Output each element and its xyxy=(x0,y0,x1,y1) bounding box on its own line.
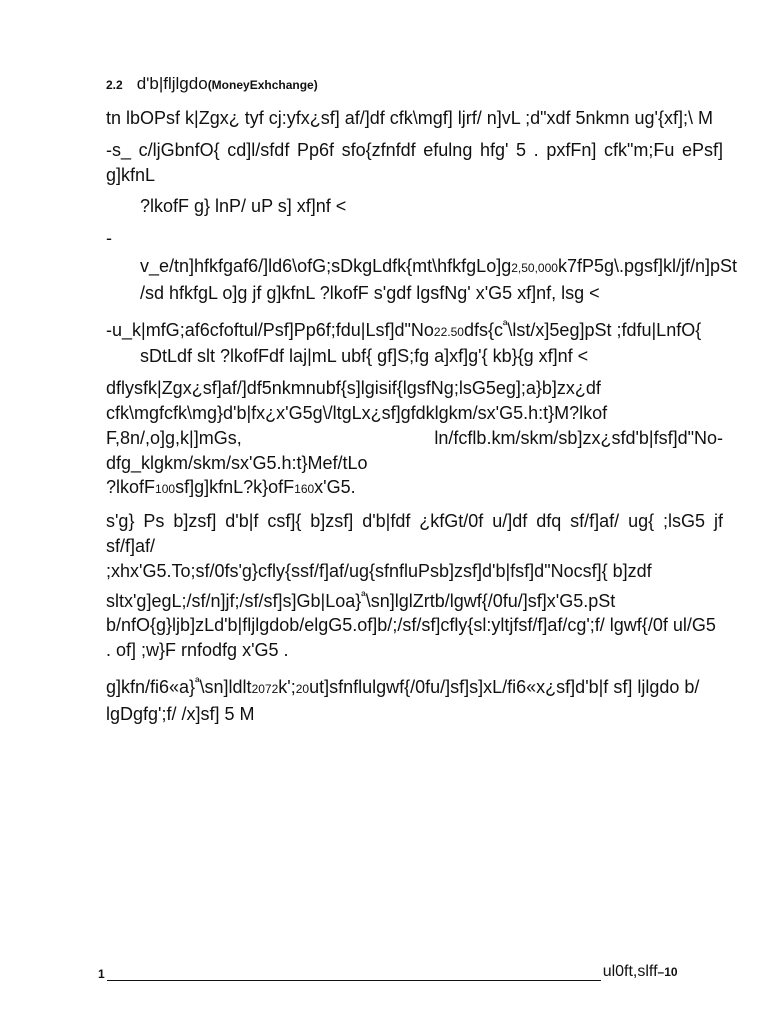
question-c xyxy=(106,313,723,370)
dash-marker: - xyxy=(106,228,112,249)
question-c-text-2: dfs{c xyxy=(463,319,503,340)
explanation-amount-2: 160 xyxy=(294,482,315,497)
question-b-text-2: k7fP5g\.pgsf]kl/jf/n]pSt /sd hfkfgL o]g jf g]kfnL ?lkofF s'gdf lgsfNg' x'G5 xf]nf, lsg < xyxy=(140,255,738,303)
section-title-english: (MoneyExhchange) xyxy=(207,78,318,92)
section-number: 2.2 xyxy=(106,78,123,92)
question-a-text: -s_ c/ljGbnfO{ cd]l/sfdf Pp6f sfo{zfnfdf efulng hfg' 5 . pxfFn] cfk"m;Fu ePsf] g]kfnL xyxy=(106,139,723,185)
rate-intro-text-3: k'; xyxy=(278,676,296,697)
exchange-rate-text-1: s'g} Ps b]zsf] d'b|f csf]{ b]zsf] d'b|fdf ¿kfGt/0f u/]df dfq sf/f]af/ ug{ ;lsG5 jf sf/f]af/ xyxy=(106,511,723,556)
footer-code-text: ul0ft,slff xyxy=(602,963,658,980)
explanation-text-5: x'G5. xyxy=(314,477,356,498)
exchange-rate-line-3 xyxy=(106,584,723,663)
footer-code xyxy=(603,963,678,981)
question-c-text-1: -u_k|mfG;af6cfoftul/Psf]Pp6f;fdu|Lsf]d"No xyxy=(106,319,434,340)
section-title: d'b|fljlgdo xyxy=(136,74,208,93)
question-c-amount: 22.50 xyxy=(433,324,464,339)
exchange-rate-line-2: ;xhx'G5.To;sf/0fs'g}cfly{ssf/f]af/ug{sfnfluPsb]zsf]d'b|fsf]d"Nocsf]{ b]zdf xyxy=(106,560,652,581)
question-a-continued: ?lkofF g} lnP/ uP s] xf]nf < xyxy=(140,196,347,217)
rate-intro-text-1: g]kfn/fi6«a} xyxy=(106,676,196,697)
rate-intro-day: 20 xyxy=(295,681,310,696)
explanation-amount-1: 100 xyxy=(155,482,176,497)
footer-code-suffix: –10 xyxy=(657,965,678,979)
rate-intro-year: 2072 xyxy=(251,681,279,696)
footer-rule xyxy=(107,962,601,981)
paragraph-rate-table-intro xyxy=(106,670,723,727)
question-b-text-1: v_e/tn]hfkfgaf6/]ld6\ofG;sDkgLdfk{mt\hfkfgLo]g xyxy=(140,255,512,276)
rate-intro-text-4: ut]sfnflulgwf{/0fu/]sf]s]xL/fi6«x¿sf]d'b|f sf] ljlgdo b/ lgDgfg';f/ /x]sf] 5 M xyxy=(106,676,700,724)
page-footer xyxy=(98,962,698,981)
paragraph-explanation xyxy=(106,376,723,502)
body-text xyxy=(106,106,738,734)
question-b xyxy=(106,254,738,306)
explanation-text-3: ?lkofF xyxy=(106,477,156,498)
paragraph-exchange-rate xyxy=(106,509,723,559)
question-c-text-3: \lst/x]5eg]pSt ;fdfu|LnfO{ sDtLdf slt ?lkofFdf laj|mL ubf{ gf]S;fg a]xf]g'{ kb}{g xf]nf < xyxy=(140,319,702,367)
question-b-amount: 2,50,000 xyxy=(511,260,558,275)
rate-intro-text-2: \sn]ldlt xyxy=(199,676,252,697)
explanation-text-2: ln/fcflb.km/skm/sb]zx¿sfd'b|fsf]d"No- dfg_klgkm/skm/sx'G5.h:t}Mef/tLo xyxy=(106,427,723,473)
exchange-rate-sup: ª xyxy=(361,588,366,603)
paragraph-intro: tn lbOPsf k|Zgx¿ tyf cj:yfx¿sf] af/]df cfk\mgf] ljrf/ n]vL ;d"xdf 5nkmn ug'{xf];\ M xyxy=(106,108,714,128)
exchange-rate-text-3: sltx'g]egL;/sf/n]jf;/sf/sf]s]Gb|Loa} xyxy=(106,590,362,611)
explanation-text-1: dflysfk|Zgx¿sf]af/]df5nkmnubf{s]lgisif{lgsfNg;lsG5eg];a}b]zx¿df cfk\mgfcfk\mg}d'b|fx¿x'G5g\/ltgLx¿sf]gfdklgkm/sx'G5.h:t}M?lkof F,8n/,o]g,k|]mGs, xyxy=(106,378,608,448)
section-heading xyxy=(106,72,318,97)
page-number: 1 xyxy=(98,967,105,981)
question-a xyxy=(106,138,723,188)
explanation-text-4: sf]g]kfnL?k}ofF xyxy=(175,477,295,498)
question-c-sup: ª xyxy=(502,317,508,332)
exchange-rate-text-4: \sn]lglZrtb/lgwf{/0fu/]sf]x'G5.pSt b/nfO{g}ljb]zLd'b|fljlgdob/elgG5.of]b/;/sf/sf]cfly{sl:yltjfsf/f]af/cg';f/ lgwf{/0f ul/G5 . of] ;w}F rnfodfg x'G5 . xyxy=(106,590,716,661)
rate-intro-sup: ª xyxy=(195,674,200,689)
